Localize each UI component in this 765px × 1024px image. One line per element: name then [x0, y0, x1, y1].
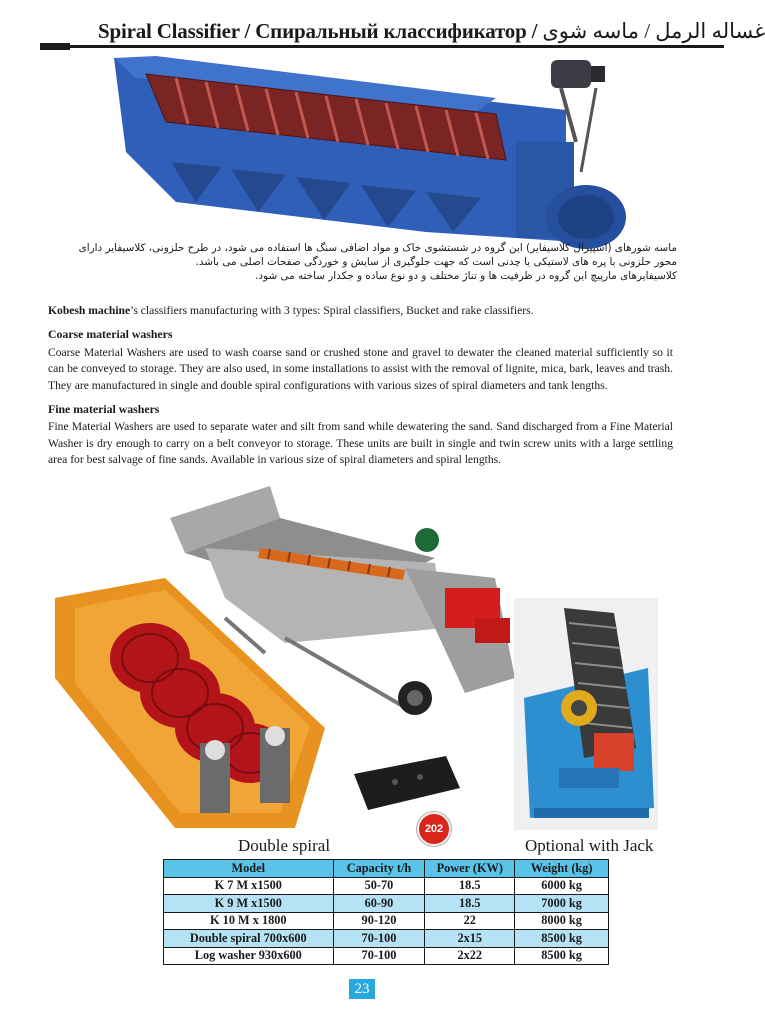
- table-header-row: [164, 860, 609, 878]
- cell-weight: 7000 kg: [515, 895, 609, 913]
- rubber-liner-photo: [350, 752, 462, 812]
- section-body-coarse: Coarse Material Washers are used to wash coarse sand or crushed stone and gravel to dewater the cleaned material sufficiently so it can be conveyed to storage. They are also used, in some installations to assist with the removal of lignite, mica, bark, leaves and trash. They are manufactured in single and double spiral configurations with various sizes of spiral diameters and tank lengths.: [48, 345, 673, 392]
- persian-intro-line: کلاسیفایرهای مارپیچ این گروه در ظرفیت ها و تناژ مختلف و دو نوع ساده و جکدار ساخته می شود.: [255, 270, 677, 282]
- cell-capacity: 90-120: [333, 912, 425, 930]
- cell-capacity: 70-100: [333, 930, 425, 948]
- cell-model: K 10 M x 1800: [164, 912, 334, 930]
- cell-power: 2x15: [425, 930, 515, 948]
- cell-model: Double spiral 700x600: [164, 930, 334, 948]
- double-spiral-photo: [55, 578, 327, 830]
- cell-model: K 9 M x1500: [164, 895, 334, 913]
- cell-weight: 6000 kg: [515, 877, 609, 895]
- catalog-number-badge: 202: [417, 812, 451, 846]
- cell-power: 2x22: [425, 947, 515, 965]
- table-row: [164, 912, 609, 930]
- persian-intro-line: ماسه شورهای (اسپیرال کلاسیفایر) این گروه در شستشوی خاک و مواد اضافی سنگ ها استفاده می شود، در طرح حلزونی، کلاسیفایر دارای: [78, 242, 677, 254]
- table-row: [164, 877, 609, 895]
- column-header-power: Power (KW): [425, 860, 515, 878]
- brand-name: Kobesh machine: [48, 304, 131, 317]
- column-header-weight: Weight (kg): [515, 860, 609, 878]
- page-title: [98, 19, 765, 44]
- header-rule: [40, 45, 724, 48]
- cell-weight: 8500 kg: [515, 930, 609, 948]
- cell-capacity: 60-90: [333, 895, 425, 913]
- cell-power: 18.5: [425, 895, 515, 913]
- section-body-fine: Fine Material Washers are used to separate water and silt from sand while dewatering the sand. Sand discharged from a Fine Material Washer is dry enough to carry on a belt conveyor to storage. These units are built in single and twin screw units with a large settling area for best salvage of fine sands. Available in various size of spiral diameters and spiral lengths.: [48, 420, 673, 467]
- section-heading-coarse: Coarse material washers: [48, 327, 173, 342]
- cell-model: Log washer 930x600: [164, 947, 334, 965]
- column-header-model: Model: [164, 860, 334, 878]
- table-row: [164, 947, 609, 965]
- section-heading-fine: Fine material washers: [48, 402, 160, 417]
- cell-model: K 7 M x1500: [164, 877, 334, 895]
- cell-weight: 8000 kg: [515, 912, 609, 930]
- page-title-latin: Spiral Classifier / Спиральный классификатор /: [98, 19, 543, 43]
- page-title-arabic: غساله الرمل / ماسه شوی: [542, 19, 765, 43]
- caption-optional-jack: Optional with Jack: [525, 836, 654, 855]
- cell-power: 18.5: [425, 877, 515, 895]
- spec-table: [163, 859, 609, 965]
- spiral-classifier-photo: [96, 52, 636, 252]
- page-header: [0, 0, 765, 48]
- cell-weight: 8500 kg: [515, 947, 609, 965]
- page-number: 23: [349, 979, 375, 999]
- english-body: [48, 303, 673, 469]
- caption-double-spiral: Double spiral: [238, 836, 331, 855]
- table-row: [164, 930, 609, 948]
- intro-paragraph: [48, 303, 673, 319]
- column-header-capacity: Capacity t/h: [333, 860, 425, 878]
- cell-capacity: 70-100: [333, 947, 425, 965]
- table-row: [164, 895, 609, 913]
- cell-power: 22: [425, 912, 515, 930]
- spiral-with-jack-photo: [514, 598, 658, 830]
- persian-intro-line: محور حلزونی با پره های لاستیکی یا چدنی است که جهت جلوگیری از سایش و خوردگی صفحات اصلی می باشد.: [195, 256, 677, 268]
- intro-text: ’s classifiers manufacturing with 3 types: Spiral classifiers, Bucket and rake classifiers.: [130, 304, 534, 317]
- cell-capacity: 50-70: [333, 877, 425, 895]
- persian-intro: [52, 241, 677, 283]
